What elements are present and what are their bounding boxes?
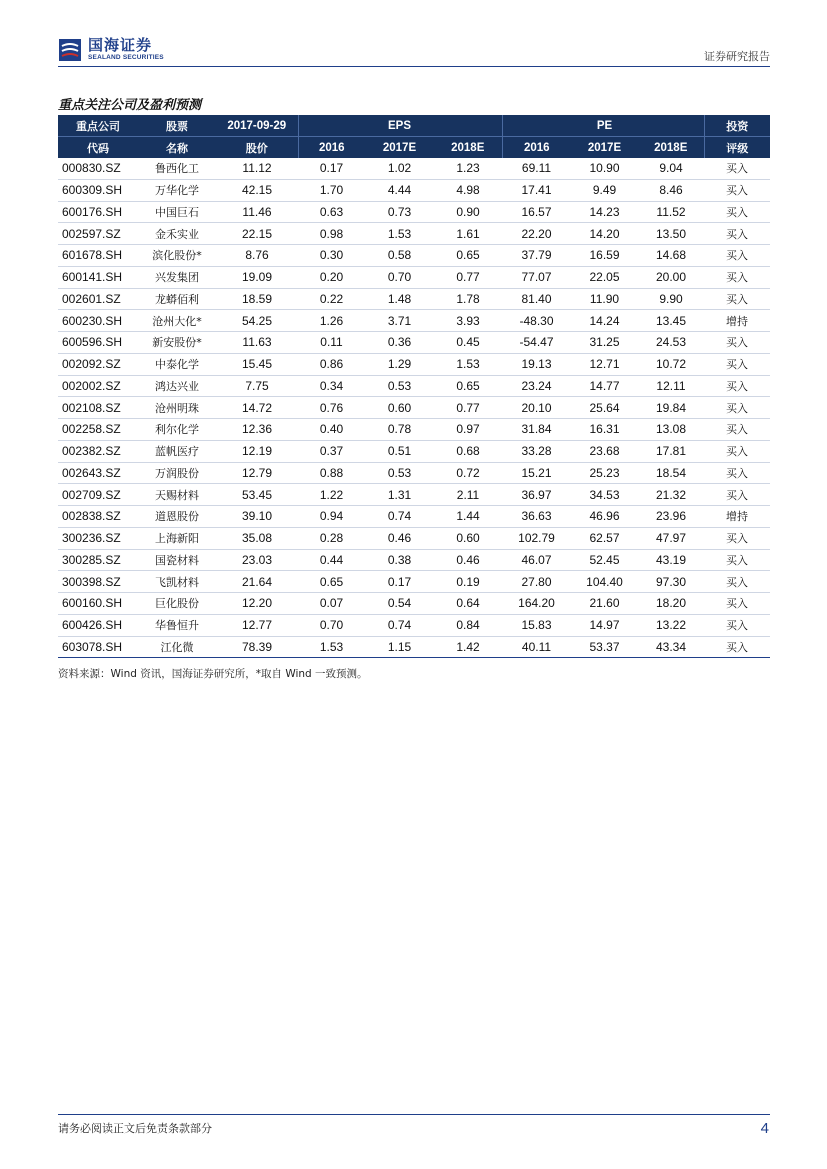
eps-2017e-cell: 1.48 xyxy=(365,288,434,310)
eps-2016-cell: 0.07 xyxy=(298,593,365,615)
pe-2016-cell: 164.20 xyxy=(502,593,571,615)
report-type: 证券研究报告 xyxy=(704,50,770,63)
eps-2016-cell: 0.28 xyxy=(298,527,365,549)
eps-2017e-cell: 0.36 xyxy=(365,332,434,354)
header-cell xyxy=(502,115,571,137)
header-cell xyxy=(434,115,502,137)
eps-2016-cell: 0.37 xyxy=(298,440,365,462)
price-cell: 7.75 xyxy=(216,375,298,397)
stock-name-cell: 江化微 xyxy=(138,636,216,658)
eps-2017e-cell: 0.73 xyxy=(365,201,434,223)
pe-2018e-cell: 18.20 xyxy=(638,593,704,615)
pe-2016-cell: 77.07 xyxy=(502,266,571,288)
header-cell: 2017E xyxy=(571,137,638,159)
pe-2018e-cell: 18.54 xyxy=(638,462,704,484)
eps-2018e-cell: 0.97 xyxy=(434,419,502,441)
stock-code-cell: 300236.SZ xyxy=(58,527,138,549)
stock-name-cell: 中泰化学 xyxy=(138,353,216,375)
eps-2017e-cell: 1.29 xyxy=(365,353,434,375)
pe-2018e-cell: 23.96 xyxy=(638,506,704,528)
rating-cell: 买入 xyxy=(704,179,770,201)
pe-2018e-cell: 20.00 xyxy=(638,266,704,288)
pe-2016-cell: 31.84 xyxy=(502,419,571,441)
eps-2016-cell: 0.94 xyxy=(298,506,365,528)
pe-2017e-cell: 14.77 xyxy=(571,375,638,397)
pe-2017e-cell: 14.23 xyxy=(571,201,638,223)
header-cell: 代码 xyxy=(58,137,138,159)
pe-2017e-cell: 10.90 xyxy=(571,158,638,179)
price-cell: 14.72 xyxy=(216,397,298,419)
eps-2017e-cell: 4.44 xyxy=(365,179,434,201)
eps-2018e-cell: 0.45 xyxy=(434,332,502,354)
pe-2017e-cell: 31.25 xyxy=(571,332,638,354)
pe-2018e-cell: 9.04 xyxy=(638,158,704,179)
stock-name-cell: 万华化学 xyxy=(138,179,216,201)
pe-2016-cell: 36.63 xyxy=(502,506,571,528)
rating-cell: 买入 xyxy=(704,549,770,571)
eps-2018e-cell: 1.44 xyxy=(434,506,502,528)
pe-2016-cell: -48.30 xyxy=(502,310,571,332)
pe-2018e-cell: 21.32 xyxy=(638,484,704,506)
header-cell: 股票 xyxy=(138,115,216,137)
pe-2018e-cell: 17.81 xyxy=(638,440,704,462)
stock-code-cell: 600426.SH xyxy=(58,614,138,636)
eps-2016-cell: 0.20 xyxy=(298,266,365,288)
price-cell: 12.36 xyxy=(216,419,298,441)
logo-english-name: SEALAND SECURITIES xyxy=(88,54,164,62)
price-cell: 42.15 xyxy=(216,179,298,201)
company-logo xyxy=(58,36,164,64)
price-cell: 11.46 xyxy=(216,201,298,223)
eps-2017e-cell: 0.46 xyxy=(365,527,434,549)
pe-2016-cell: 46.07 xyxy=(502,549,571,571)
price-cell: 18.59 xyxy=(216,288,298,310)
stock-code-cell: 002258.SZ xyxy=(58,419,138,441)
table-row xyxy=(58,527,770,549)
stock-name-cell: 国瓷材料 xyxy=(138,549,216,571)
eps-2017e-cell: 0.53 xyxy=(365,375,434,397)
rating-cell: 买入 xyxy=(704,397,770,419)
rating-cell: 买入 xyxy=(704,288,770,310)
header-cell: 2016 xyxy=(502,137,571,159)
pe-2016-cell: 33.28 xyxy=(502,440,571,462)
price-cell: 39.10 xyxy=(216,506,298,528)
price-cell: 12.79 xyxy=(216,462,298,484)
stock-name-cell: 飞凯材料 xyxy=(138,571,216,593)
table-row xyxy=(58,375,770,397)
eps-2018e-cell: 3.93 xyxy=(434,310,502,332)
table-row xyxy=(58,462,770,484)
header-cell: 2016 xyxy=(298,137,365,159)
pe-2018e-cell: 24.53 xyxy=(638,332,704,354)
footer-divider xyxy=(58,1114,770,1115)
eps-2017e-cell: 0.58 xyxy=(365,245,434,267)
eps-2018e-cell: 0.65 xyxy=(434,375,502,397)
price-cell: 53.45 xyxy=(216,484,298,506)
eps-2018e-cell: 0.84 xyxy=(434,614,502,636)
table-row xyxy=(58,353,770,375)
header-cell xyxy=(638,115,704,137)
eps-2018e-cell: 1.78 xyxy=(434,288,502,310)
eps-2018e-cell: 0.68 xyxy=(434,440,502,462)
pe-2016-cell: 15.21 xyxy=(502,462,571,484)
eps-2018e-cell: 0.77 xyxy=(434,397,502,419)
price-cell: 23.03 xyxy=(216,549,298,571)
rating-cell: 买入 xyxy=(704,266,770,288)
pe-2016-cell: 17.41 xyxy=(502,179,571,201)
pe-2018e-cell: 43.19 xyxy=(638,549,704,571)
header-cell: 名称 xyxy=(138,137,216,159)
stock-code-cell: 300285.SZ xyxy=(58,549,138,571)
stock-code-cell: 000830.SZ xyxy=(58,158,138,179)
eps-2016-cell: 0.34 xyxy=(298,375,365,397)
stock-name-cell: 巨化股份 xyxy=(138,593,216,615)
pe-2016-cell: 15.83 xyxy=(502,614,571,636)
pe-2016-cell: 27.80 xyxy=(502,571,571,593)
pe-2017e-cell: 11.90 xyxy=(571,288,638,310)
price-cell: 8.76 xyxy=(216,245,298,267)
header-cell: 股价 xyxy=(216,137,298,159)
stock-code-cell: 002092.SZ xyxy=(58,353,138,375)
pe-2018e-cell: 9.90 xyxy=(638,288,704,310)
rating-cell: 买入 xyxy=(704,462,770,484)
stock-name-cell: 新安股份* xyxy=(138,332,216,354)
eps-2016-cell: 1.53 xyxy=(298,636,365,658)
eps-2017e-cell: 0.74 xyxy=(365,614,434,636)
rating-cell: 买入 xyxy=(704,419,770,441)
eps-2018e-cell: 0.46 xyxy=(434,549,502,571)
price-cell: 12.20 xyxy=(216,593,298,615)
stock-code-cell: 600176.SH xyxy=(58,201,138,223)
pe-2016-cell: 23.24 xyxy=(502,375,571,397)
rating-cell: 买入 xyxy=(704,353,770,375)
pe-2016-cell: -54.47 xyxy=(502,332,571,354)
table-row xyxy=(58,179,770,201)
eps-2018e-cell: 0.65 xyxy=(434,245,502,267)
pe-2018e-cell: 13.22 xyxy=(638,614,704,636)
eps-2017e-cell: 1.53 xyxy=(365,223,434,245)
pe-2017e-cell: 9.49 xyxy=(571,179,638,201)
stock-name-cell: 滨化股份* xyxy=(138,245,216,267)
pe-2017e-cell: 25.64 xyxy=(571,397,638,419)
table-row xyxy=(58,593,770,615)
table-row xyxy=(58,636,770,658)
rating-cell: 买入 xyxy=(704,201,770,223)
rating-cell: 买入 xyxy=(704,571,770,593)
price-cell: 21.64 xyxy=(216,571,298,593)
rating-cell: 买入 xyxy=(704,223,770,245)
stock-name-cell: 万润股份 xyxy=(138,462,216,484)
pe-2016-cell: 19.13 xyxy=(502,353,571,375)
eps-2018e-cell: 0.72 xyxy=(434,462,502,484)
eps-2016-cell: 1.26 xyxy=(298,310,365,332)
rating-cell: 买入 xyxy=(704,593,770,615)
eps-2017e-cell: 0.51 xyxy=(365,440,434,462)
rating-cell: 增持 xyxy=(704,506,770,528)
rating-cell: 买入 xyxy=(704,245,770,267)
logo-chinese-name: 国海证券 xyxy=(88,36,153,55)
table-row xyxy=(58,223,770,245)
pe-2017e-cell: 25.23 xyxy=(571,462,638,484)
eps-2016-cell: 1.70 xyxy=(298,179,365,201)
stock-name-cell: 华鲁恒升 xyxy=(138,614,216,636)
pe-2017e-cell: 46.96 xyxy=(571,506,638,528)
table-row xyxy=(58,288,770,310)
rating-cell: 买入 xyxy=(704,527,770,549)
eps-2016-cell: 0.86 xyxy=(298,353,365,375)
stock-code-cell: 603078.SH xyxy=(58,636,138,658)
eps-2018e-cell: 0.90 xyxy=(434,201,502,223)
page-header xyxy=(58,36,770,66)
pe-2017e-cell: 104.40 xyxy=(571,571,638,593)
header-cell: 2018E xyxy=(434,137,502,159)
table-row xyxy=(58,397,770,419)
header-cell: 评级 xyxy=(704,137,770,159)
price-cell: 15.45 xyxy=(216,353,298,375)
eps-2016-cell: 0.65 xyxy=(298,571,365,593)
pe-2016-cell: 36.97 xyxy=(502,484,571,506)
eps-2017e-cell: 1.31 xyxy=(365,484,434,506)
eps-2017e-cell: 1.02 xyxy=(365,158,434,179)
stock-code-cell: 002597.SZ xyxy=(58,223,138,245)
pe-2018e-cell: 12.11 xyxy=(638,375,704,397)
header-cell: 2017-09-29 xyxy=(216,115,298,137)
eps-group-header: EPS xyxy=(365,115,434,137)
table-body xyxy=(58,158,770,658)
stock-name-cell: 道恩股份 xyxy=(138,506,216,528)
table-header-row-1 xyxy=(58,115,770,137)
table-row xyxy=(58,614,770,636)
price-cell: 19.09 xyxy=(216,266,298,288)
eps-2017e-cell: 0.17 xyxy=(365,571,434,593)
stock-code-cell: 002709.SZ xyxy=(58,484,138,506)
eps-2018e-cell: 0.19 xyxy=(434,571,502,593)
eps-2018e-cell: 0.60 xyxy=(434,527,502,549)
eps-2016-cell: 0.70 xyxy=(298,614,365,636)
stock-code-cell: 600309.SH xyxy=(58,179,138,201)
pe-2016-cell: 22.20 xyxy=(502,223,571,245)
table-header-row-2 xyxy=(58,137,770,159)
pe-2016-cell: 40.11 xyxy=(502,636,571,658)
eps-2017e-cell: 0.54 xyxy=(365,593,434,615)
eps-2018e-cell: 0.77 xyxy=(434,266,502,288)
header-cell: 2018E xyxy=(638,137,704,159)
pe-2017e-cell: 16.59 xyxy=(571,245,638,267)
price-cell: 12.19 xyxy=(216,440,298,462)
pe-2017e-cell: 14.24 xyxy=(571,310,638,332)
pe-2016-cell: 37.79 xyxy=(502,245,571,267)
price-cell: 22.15 xyxy=(216,223,298,245)
pe-2018e-cell: 19.84 xyxy=(638,397,704,419)
disclaimer-note: 请务必阅读正文后免责条款部分 xyxy=(58,1122,212,1135)
eps-2017e-cell: 0.53 xyxy=(365,462,434,484)
table-row xyxy=(58,549,770,571)
rating-cell: 买入 xyxy=(704,375,770,397)
pe-2016-cell: 81.40 xyxy=(502,288,571,310)
price-cell: 78.39 xyxy=(216,636,298,658)
stock-name-cell: 蓝帆医疗 xyxy=(138,440,216,462)
page-number: 4 xyxy=(760,1120,769,1137)
stock-name-cell: 鲁西化工 xyxy=(138,158,216,179)
stock-code-cell: 002382.SZ xyxy=(58,440,138,462)
eps-2018e-cell: 4.98 xyxy=(434,179,502,201)
pe-2017e-cell: 34.53 xyxy=(571,484,638,506)
stock-code-cell: 600230.SH xyxy=(58,310,138,332)
price-cell: 11.12 xyxy=(216,158,298,179)
stock-code-cell: 300398.SZ xyxy=(58,571,138,593)
pe-2017e-cell: 21.60 xyxy=(571,593,638,615)
price-cell: 11.63 xyxy=(216,332,298,354)
eps-2017e-cell: 0.38 xyxy=(365,549,434,571)
eps-2017e-cell: 1.15 xyxy=(365,636,434,658)
table-row xyxy=(58,310,770,332)
eps-2016-cell: 0.76 xyxy=(298,397,365,419)
table-row xyxy=(58,419,770,441)
stock-name-cell: 龙蟒佰利 xyxy=(138,288,216,310)
pe-2017e-cell: 14.20 xyxy=(571,223,638,245)
header-cell: 重点公司 xyxy=(58,115,138,137)
stock-code-cell: 002601.SZ xyxy=(58,288,138,310)
price-cell: 35.08 xyxy=(216,527,298,549)
table-row xyxy=(58,201,770,223)
stock-name-cell: 天赐材料 xyxy=(138,484,216,506)
stock-code-cell: 600141.SH xyxy=(58,266,138,288)
pe-2016-cell: 69.11 xyxy=(502,158,571,179)
pe-2018e-cell: 13.45 xyxy=(638,310,704,332)
pe-2018e-cell: 10.72 xyxy=(638,353,704,375)
eps-2016-cell: 0.88 xyxy=(298,462,365,484)
pe-2018e-cell: 47.97 xyxy=(638,527,704,549)
eps-2018e-cell: 1.53 xyxy=(434,353,502,375)
pe-2017e-cell: 53.37 xyxy=(571,636,638,658)
pe-2017e-cell: 16.31 xyxy=(571,419,638,441)
earnings-forecast-table xyxy=(58,115,770,658)
eps-2016-cell: 0.22 xyxy=(298,288,365,310)
eps-2018e-cell: 2.11 xyxy=(434,484,502,506)
sealand-logo-icon xyxy=(58,38,82,62)
pe-2018e-cell: 43.34 xyxy=(638,636,704,658)
eps-2017e-cell: 0.70 xyxy=(365,266,434,288)
stock-name-cell: 利尔化学 xyxy=(138,419,216,441)
eps-2018e-cell: 1.42 xyxy=(434,636,502,658)
pe-2016-cell: 20.10 xyxy=(502,397,571,419)
price-cell: 12.77 xyxy=(216,614,298,636)
stock-name-cell: 中国巨石 xyxy=(138,201,216,223)
rating-cell: 买入 xyxy=(704,636,770,658)
eps-2018e-cell: 1.61 xyxy=(434,223,502,245)
eps-2016-cell: 0.17 xyxy=(298,158,365,179)
stock-code-cell: 002108.SZ xyxy=(58,397,138,419)
table-row xyxy=(58,332,770,354)
stock-code-cell: 002002.SZ xyxy=(58,375,138,397)
stock-name-cell: 上海新阳 xyxy=(138,527,216,549)
eps-2016-cell: 0.30 xyxy=(298,245,365,267)
stock-name-cell: 兴发集团 xyxy=(138,266,216,288)
stock-code-cell: 600596.SH xyxy=(58,332,138,354)
stock-name-cell: 沧州明珠 xyxy=(138,397,216,419)
pe-2018e-cell: 97.30 xyxy=(638,571,704,593)
stock-code-cell: 002643.SZ xyxy=(58,462,138,484)
eps-2016-cell: 0.63 xyxy=(298,201,365,223)
rating-cell: 买入 xyxy=(704,332,770,354)
stock-name-cell: 金禾实业 xyxy=(138,223,216,245)
eps-2018e-cell: 1.23 xyxy=(434,158,502,179)
table-row xyxy=(58,158,770,179)
pe-2018e-cell: 11.52 xyxy=(638,201,704,223)
eps-2016-cell: 1.22 xyxy=(298,484,365,506)
rating-cell: 买入 xyxy=(704,484,770,506)
stock-code-cell: 600160.SH xyxy=(58,593,138,615)
header-divider xyxy=(58,66,770,67)
rating-cell: 买入 xyxy=(704,158,770,179)
table-row xyxy=(58,245,770,267)
pe-2018e-cell: 13.50 xyxy=(638,223,704,245)
pe-2018e-cell: 8.46 xyxy=(638,179,704,201)
stock-name-cell: 鸿达兴业 xyxy=(138,375,216,397)
eps-2018e-cell: 0.64 xyxy=(434,593,502,615)
price-cell: 54.25 xyxy=(216,310,298,332)
data-source-note: 资料来源：Wind 资讯，国海证券研究所，*取自 Wind 一致预测。 xyxy=(58,668,368,680)
stock-name-cell: 沧州大化* xyxy=(138,310,216,332)
table-row xyxy=(58,484,770,506)
stock-code-cell: 601678.SH xyxy=(58,245,138,267)
section-title: 重点关注公司及盈利预测 xyxy=(58,98,202,113)
rating-cell: 增持 xyxy=(704,310,770,332)
pe-2017e-cell: 14.97 xyxy=(571,614,638,636)
pe-2016-cell: 102.79 xyxy=(502,527,571,549)
stock-code-cell: 002838.SZ xyxy=(58,506,138,528)
header-cell: 投资 xyxy=(704,115,770,137)
eps-2017e-cell: 0.60 xyxy=(365,397,434,419)
pe-2017e-cell: 52.45 xyxy=(571,549,638,571)
rating-cell: 买入 xyxy=(704,440,770,462)
table-row xyxy=(58,506,770,528)
table-row xyxy=(58,440,770,462)
pe-2017e-cell: 12.71 xyxy=(571,353,638,375)
pe-group-header: PE xyxy=(571,115,638,137)
pe-2017e-cell: 62.57 xyxy=(571,527,638,549)
pe-2018e-cell: 14.68 xyxy=(638,245,704,267)
table-row xyxy=(58,266,770,288)
rating-cell: 买入 xyxy=(704,614,770,636)
header-cell: 2017E xyxy=(365,137,434,159)
eps-2016-cell: 0.40 xyxy=(298,419,365,441)
header-cell xyxy=(298,115,365,137)
pe-2017e-cell: 23.68 xyxy=(571,440,638,462)
eps-2016-cell: 0.98 xyxy=(298,223,365,245)
table-row xyxy=(58,571,770,593)
eps-2016-cell: 0.44 xyxy=(298,549,365,571)
pe-2018e-cell: 13.08 xyxy=(638,419,704,441)
eps-2017e-cell: 0.74 xyxy=(365,506,434,528)
eps-2016-cell: 0.11 xyxy=(298,332,365,354)
eps-2017e-cell: 0.78 xyxy=(365,419,434,441)
eps-2017e-cell: 3.71 xyxy=(365,310,434,332)
pe-2016-cell: 16.57 xyxy=(502,201,571,223)
pe-2017e-cell: 22.05 xyxy=(571,266,638,288)
